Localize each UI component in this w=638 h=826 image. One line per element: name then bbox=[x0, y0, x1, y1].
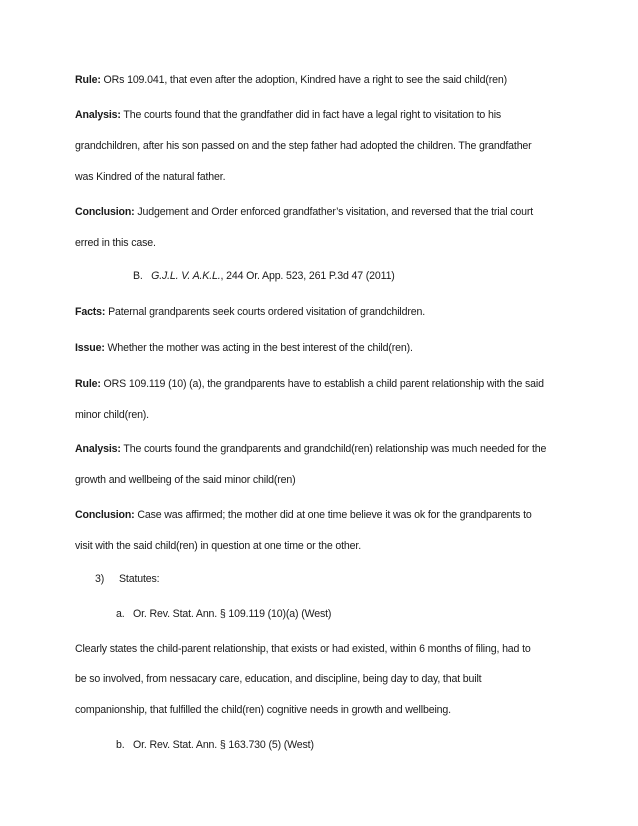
case-heading-b bbox=[133, 270, 598, 283]
statute-a-letter: a. bbox=[116, 608, 125, 620]
facts bbox=[75, 306, 598, 319]
statute-b-text: Or. Rev. Stat. Ann. § 163.730 (5) (West) bbox=[133, 739, 314, 751]
analysis-1-line-3: was Kindred of the natural father. bbox=[75, 171, 226, 183]
analysis-label: Analysis: bbox=[75, 109, 121, 121]
facts-text: Paternal grandparents seek courts ordered visitation of grandchildren. bbox=[108, 306, 426, 318]
conclusion-label: Conclusion: bbox=[75, 206, 135, 218]
issue bbox=[75, 342, 598, 355]
statutes-number: 3) bbox=[95, 573, 105, 585]
statute-desc-line-1: Clearly states the child-parent relationship, that exists or had existed, within 6 months of filing, had to bbox=[75, 643, 531, 655]
statute-desc-line-2: be so involved, from nessacary care, education, and discipline, being day to day, that built bbox=[75, 673, 482, 685]
rule-label: Rule: bbox=[75, 378, 101, 390]
rule-text: ORS 109.119 (10) (a), the grandparents have to establish a child parent relationship with the said bbox=[103, 378, 544, 390]
statute-a-text: Or. Rev. Stat. Ann. § 109.119 (10)(a) (West) bbox=[133, 608, 332, 620]
statutes-heading bbox=[95, 573, 598, 586]
issue-text: Whether the mother was acting in the best interest of the child(ren). bbox=[107, 342, 413, 354]
statute-desc-line-3: companionship, that fulfilled the child(ren) cognitive needs in growth and wellbeing. bbox=[75, 704, 451, 716]
statute-b-letter: b. bbox=[116, 739, 125, 751]
conclusion-1-line-2: erred in this case. bbox=[75, 237, 156, 249]
analysis-label: Analysis: bbox=[75, 443, 121, 455]
analysis-text: The courts found that the grandfather did in fact have a legal right to visitation to his bbox=[123, 109, 502, 121]
rule-label: Rule: bbox=[75, 74, 101, 86]
conclusion-text: Judgement and Order enforced grandfather’s visitation, and reversed that the trial court bbox=[137, 206, 534, 218]
conclusion-2-line-2: visit with the said child(ren) in question at one time or the other. bbox=[75, 540, 361, 552]
rule-2-line-1 bbox=[75, 378, 598, 391]
conclusion-text: Case was affirmed; the mother did at one time believe it was ok for the grandparents to bbox=[137, 509, 532, 521]
case-name: G.J.L. V. A.K.L. bbox=[151, 270, 221, 282]
rule-2-line-2: minor child(ren). bbox=[75, 409, 149, 421]
statute-a bbox=[116, 608, 598, 621]
statutes-title: Statutes: bbox=[119, 573, 160, 585]
conclusion-2-line-1 bbox=[75, 509, 598, 522]
statute-b bbox=[116, 739, 598, 752]
case-citation: , 244 Or. App. 523, 261 P.3d 47 (2011) bbox=[220, 270, 395, 282]
rule-text: ORs 109.041, that even after the adoption, Kindred have a right to see the said child(ren) bbox=[103, 74, 507, 86]
conclusion-label: Conclusion: bbox=[75, 509, 135, 521]
issue-label: Issue: bbox=[75, 342, 105, 354]
analysis-2-line-1 bbox=[75, 443, 598, 456]
conclusion-1-line-1 bbox=[75, 206, 598, 219]
analysis-1-line-1 bbox=[75, 109, 598, 122]
analysis-2-line-2: growth and wellbeing of the said minor child(ren) bbox=[75, 474, 296, 486]
rule-1 bbox=[75, 74, 598, 87]
facts-label: Facts: bbox=[75, 306, 106, 318]
analysis-text: The courts found the grandparents and grandchild(ren) relationship was much needed for the bbox=[123, 443, 547, 455]
analysis-1-line-2: grandchildren, after his son passed on and the step father had adopted the children. The grandfather bbox=[75, 140, 532, 152]
case-letter: B. bbox=[133, 270, 143, 282]
